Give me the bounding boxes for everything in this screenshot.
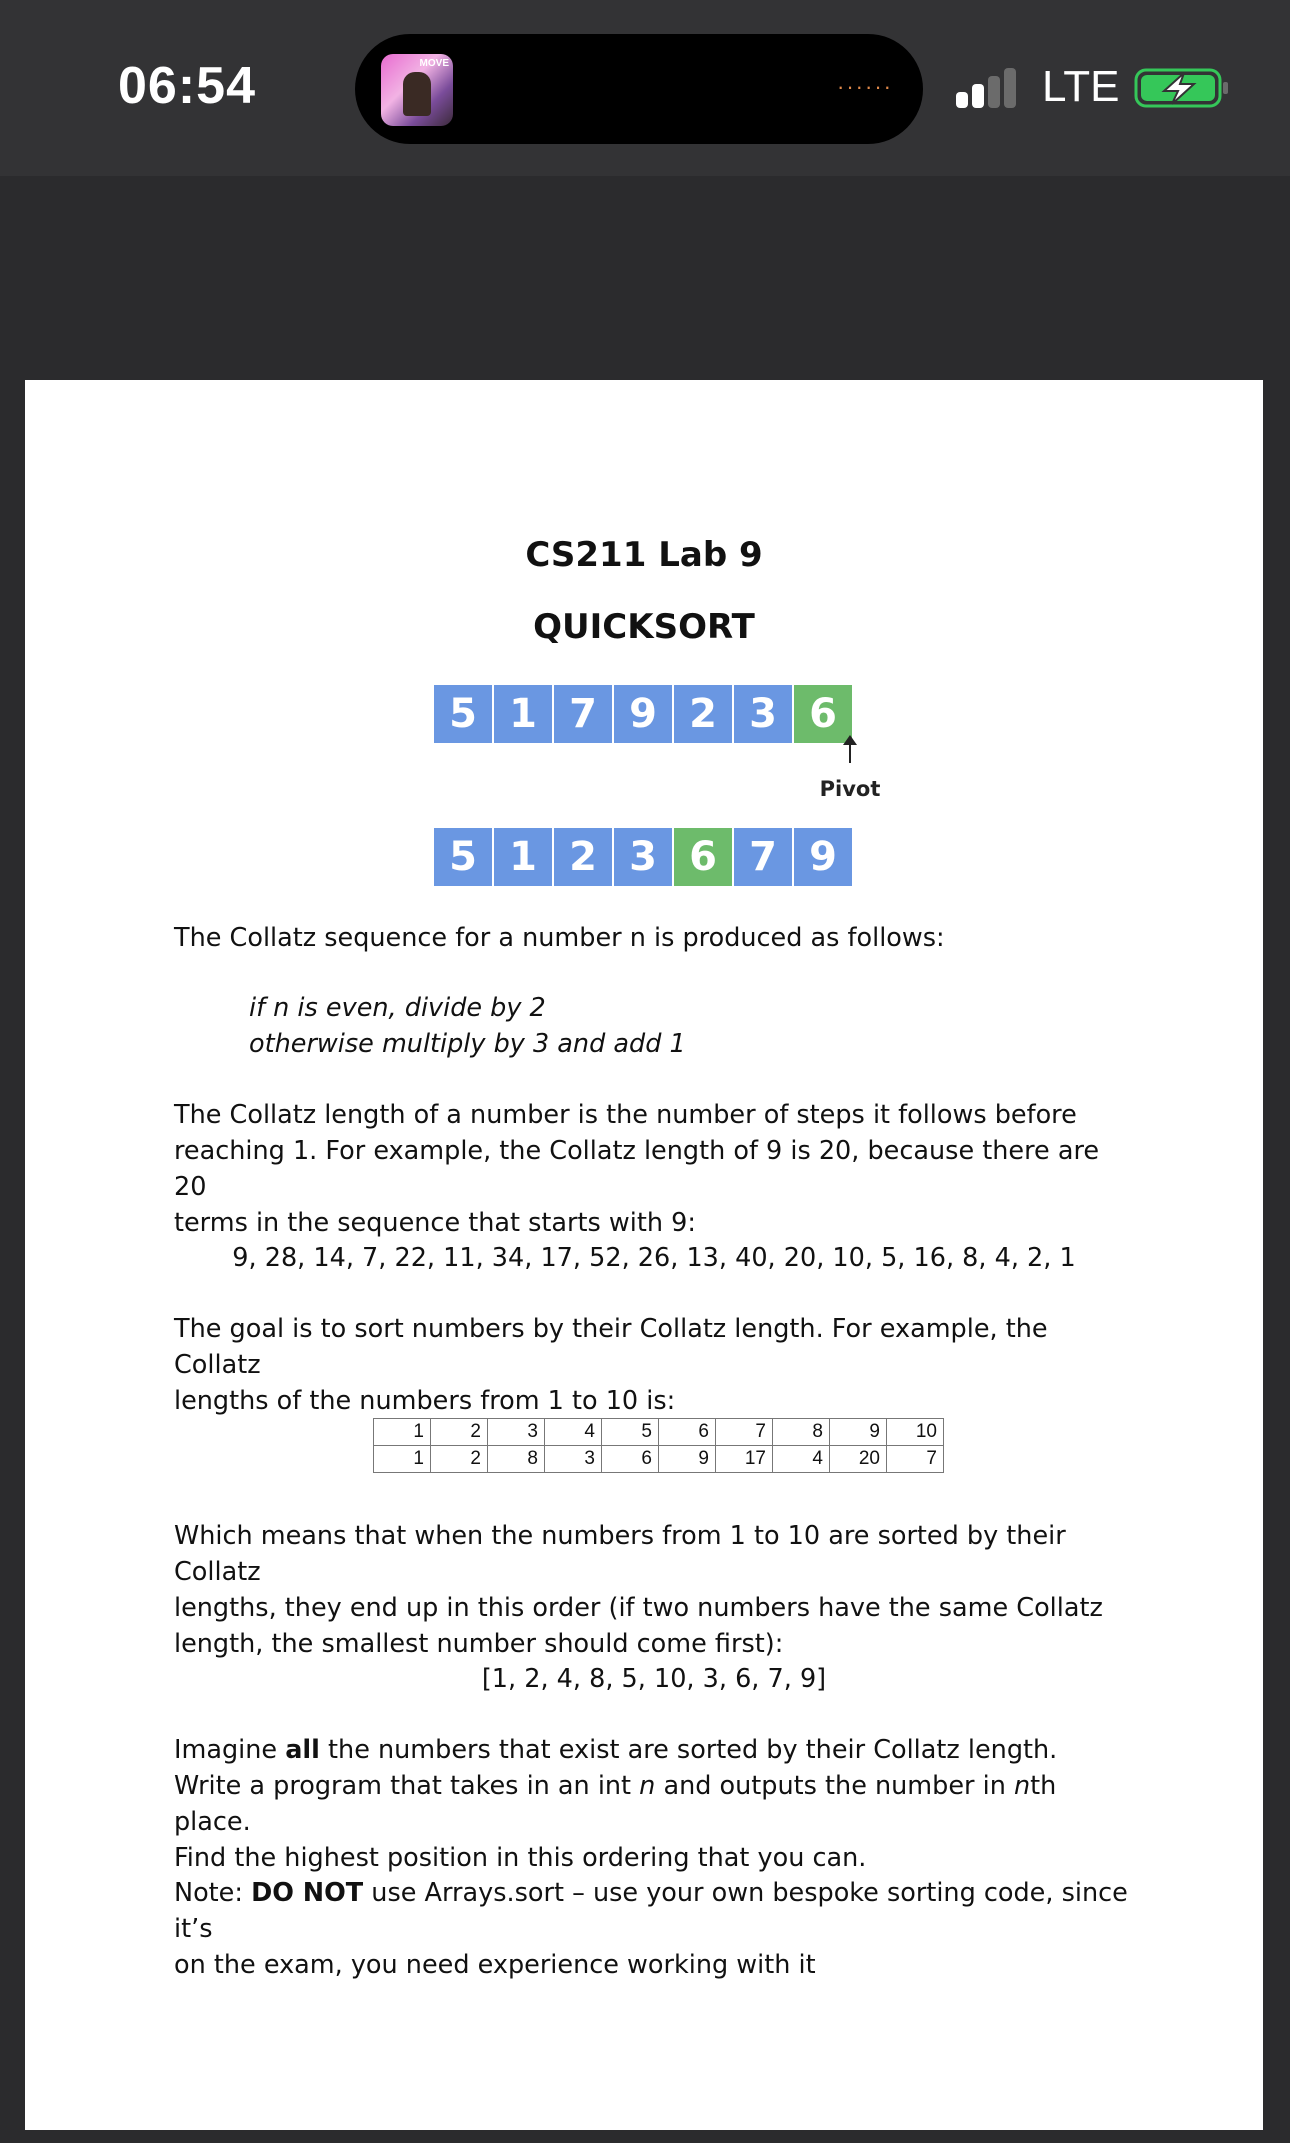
array-cell: 6 (674, 828, 732, 886)
pivot-arrow-icon (849, 743, 851, 763)
table-cell: 17 (716, 1446, 773, 1473)
array-cell: 7 (734, 828, 792, 886)
battery-charging-icon (1134, 68, 1230, 108)
dynamic-island[interactable] (355, 34, 923, 144)
example-sequence: 9, 28, 14, 7, 22, 11, 34, 17, 52, 26, 13, 40, 20, 10, 5, 16, 8, 4, 2, 1 (232, 1243, 1076, 1273)
note-paragraph: Note: DO NOT use Arrays.sort – use your own bespoke sorting code, since it’s on the exam, you need experience working with it (174, 1878, 1128, 1980)
cellular-signal-icon (956, 66, 1018, 108)
table-cell: 2 (431, 1446, 488, 1473)
array-cell: 5 (434, 685, 492, 743)
table-cell: 7 (716, 1419, 773, 1446)
table-cell: 6 (602, 1446, 659, 1473)
rule-odd: otherwise multiply by 3 and add 1 (249, 1029, 686, 1059)
network-type: LTE (1042, 62, 1120, 111)
array-cell: 7 (554, 685, 612, 743)
quicksort-array-before (434, 685, 854, 743)
array-cell: 3 (614, 828, 672, 886)
table-row-lengths (374, 1446, 944, 1473)
table-cell: 4 (773, 1446, 830, 1473)
array-cell: 6 (794, 685, 852, 743)
table-cell: 2 (431, 1419, 488, 1446)
audio-waveform-icon: ······ (837, 74, 893, 99)
table-cell: 6 (659, 1419, 716, 1446)
table-cell: 20 (830, 1446, 887, 1473)
table-cell: 1 (374, 1419, 431, 1446)
table-cell: 8 (773, 1419, 830, 1446)
array-cell: 5 (434, 828, 492, 886)
array-cell: 1 (494, 828, 552, 886)
collatz-rules (249, 990, 1209, 1062)
document-page (25, 380, 1263, 2130)
collatz-length-table (373, 1418, 944, 1473)
array-cell: 2 (554, 828, 612, 886)
array-cell: 1 (494, 685, 552, 743)
page-title: CS211 Lab 9 (525, 535, 763, 575)
sorted-explanation-paragraph: Which means that when the numbers from 1 to 10 are sorted by their Collatz lengths, they end up in this order (if two numbers have the same Collatz length, the smallest number should come first): (174, 1521, 1103, 1659)
collatz-length-paragraph: The Collatz length of a number is the number of steps it follows before reaching 1. For example, the Collatz length of 9 is 20, because there are 20 terms in the sequence that starts with 9: (174, 1100, 1100, 1238)
table-cell: 8 (488, 1446, 545, 1473)
array-cell: 2 (674, 685, 732, 743)
table-cell: 5 (602, 1419, 659, 1446)
table-cell: 3 (545, 1446, 602, 1473)
viewer-toolbar-area (0, 176, 1290, 380)
table-row-numbers (374, 1419, 944, 1446)
array-cell: 9 (614, 685, 672, 743)
table-cell: 10 (887, 1419, 944, 1446)
table-cell: 3 (488, 1419, 545, 1446)
rule-even: if n is even, divide by 2 (249, 993, 546, 1023)
quicksort-array-after (434, 828, 854, 886)
album-art-label: MOVE (419, 58, 449, 69)
goal-paragraph: The goal is to sort numbers by their Collatz length. For example, the Collatz lengths of the numbers from 1 to 10 is: (174, 1314, 1048, 1416)
table-cell: 9 (830, 1419, 887, 1446)
array-cell: 3 (734, 685, 792, 743)
array-cell: 9 (794, 828, 852, 886)
sorted-order: [1, 2, 4, 8, 5, 10, 3, 6, 7, 9] (481, 1664, 827, 1694)
album-art-thumbnail[interactable] (381, 54, 453, 126)
clock: 06:54 (118, 57, 256, 115)
table-cell: 1 (374, 1446, 431, 1473)
intro-text: The Collatz sequence for a number n is produced as follows: (174, 923, 945, 953)
table-cell: 7 (887, 1446, 944, 1473)
table-cell: 9 (659, 1446, 716, 1473)
page-subtitle: QUICKSORT (533, 607, 755, 647)
table-cell: 4 (545, 1419, 602, 1446)
pivot-label: Pivot (819, 777, 881, 801)
task-paragraph: Imagine all the numbers that exist are sorted by their Collatz length. Write a program that takes in an int n and outputs the number in nth place. Find the highest position in this ordering that you can. (174, 1735, 1058, 1873)
status-bar (0, 0, 1290, 176)
